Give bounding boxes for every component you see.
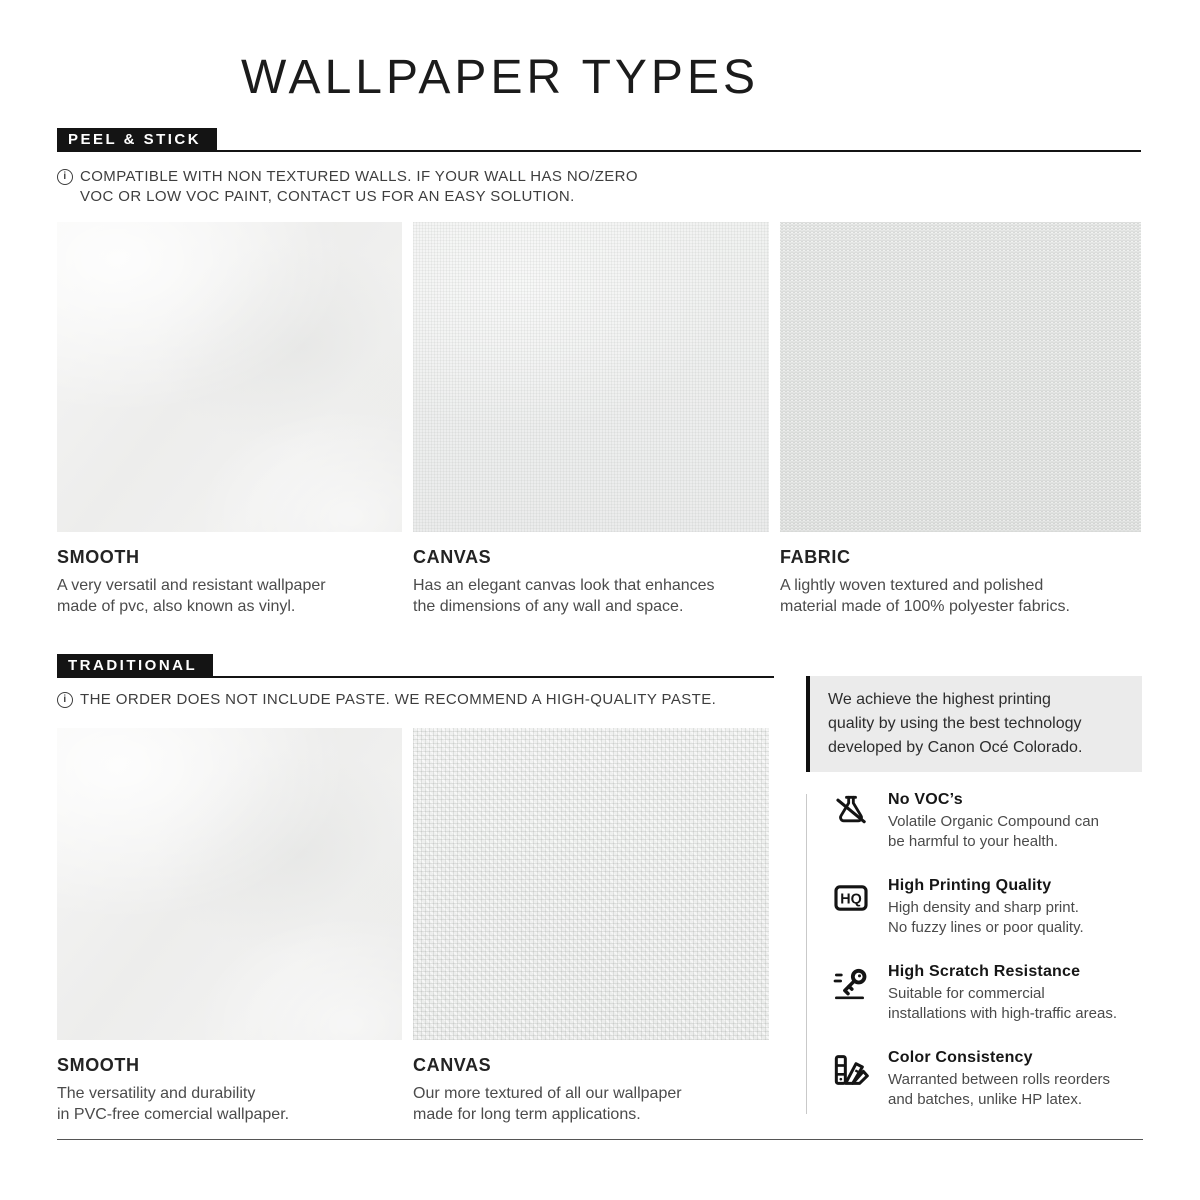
feature-title: High Scratch Resistance	[888, 963, 1081, 980]
swatch-title: SMOOTH	[57, 1055, 140, 1075]
swatch-title: CANVAS	[413, 1055, 492, 1075]
hq-letters: HQ	[840, 891, 862, 908]
info-icon: i	[57, 169, 73, 185]
swatch-smooth-peel-stick	[57, 222, 402, 617]
quote-line: quality by using the best technology	[828, 715, 1082, 732]
feature-title: High Printing Quality	[888, 877, 1052, 894]
desc-line: Our more textured of all our wallpaper	[413, 1085, 682, 1102]
feature-high-scratch-resistance	[831, 963, 1151, 1024]
swatch-canvas-traditional	[413, 728, 769, 1125]
swatch-smooth-traditional	[57, 728, 402, 1125]
feature-line: Volatile Organic Compound can	[888, 813, 1099, 830]
feature-line: High density and sharp print.	[888, 899, 1079, 916]
desc-line: made of pvc, also known as vinyl.	[57, 598, 296, 615]
feature-line: No fuzzy lines or poor quality.	[888, 919, 1084, 936]
page-title: WALLPAPER TYPES	[241, 51, 759, 104]
smooth-texture-image	[57, 222, 402, 532]
feature-line: installations with high-traffic areas.	[888, 1005, 1117, 1022]
feature-description	[888, 812, 1099, 852]
swatch-description	[413, 1083, 769, 1125]
canvas-texture-image	[413, 728, 769, 1040]
section-header-peel-stick	[57, 128, 1141, 152]
note-line: VOC OR LOW VOC PAINT, CONTACT US FOR AN EASY SOLUTION.	[80, 188, 575, 205]
feature-line: Warranted between rolls reorders	[888, 1071, 1111, 1088]
feature-description	[888, 898, 1084, 938]
bottom-divider-line	[57, 1139, 1143, 1140]
feature-color-consistency	[831, 1049, 1151, 1110]
feature-line: and batches, unlike HP latex.	[888, 1091, 1083, 1108]
feature-text-block	[888, 963, 1117, 1024]
feature-title: Color Consistency	[888, 1049, 1033, 1066]
peel-stick-note	[57, 167, 697, 207]
note-line: COMPATIBLE WITH NON TEXTURED WALLS. IF YOUR WALL HAS NO/ZERO	[80, 168, 638, 185]
swatch-description	[780, 575, 1141, 617]
printing-quality-quote	[806, 676, 1142, 772]
feature-high-printing-quality	[831, 877, 1151, 938]
traditional-note	[57, 690, 777, 710]
section-badge-peel-stick: PEEL & STICK	[57, 128, 217, 152]
feature-no-voc	[831, 791, 1151, 852]
feature-line: Suitable for commercial	[888, 985, 1045, 1002]
color-swatches-icon	[831, 1050, 871, 1090]
desc-line: A lightly woven textured and polished	[780, 577, 1044, 594]
feature-text-block	[888, 791, 1099, 852]
swatch-title: SMOOTH	[57, 547, 140, 567]
feature-text-block	[888, 1049, 1110, 1110]
traditional-swatch-row	[57, 728, 769, 1125]
desc-line: made for long term applications.	[413, 1106, 641, 1123]
no-voc-flask-icon	[831, 792, 871, 832]
desc-line: in PVC-free comercial wallpaper.	[57, 1106, 290, 1123]
desc-line: The versatility and durability	[57, 1085, 256, 1102]
quote-line: developed by Canon Océ Colorado.	[828, 739, 1083, 756]
quote-line: We achieve the highest printing	[828, 691, 1051, 708]
features-list	[831, 791, 1151, 1135]
features-separator-line	[806, 794, 807, 1114]
swatch-title: FABRIC	[780, 547, 851, 567]
smooth-texture-image	[57, 728, 402, 1040]
swatch-description	[57, 1083, 402, 1125]
feature-title: No VOC’s	[888, 791, 963, 808]
feature-description	[888, 1070, 1110, 1110]
canvas-texture-image	[413, 222, 769, 532]
info-icon: i	[57, 692, 73, 708]
desc-line: Has an elegant canvas look that enhances	[413, 577, 715, 594]
feature-line: be harmful to your health.	[888, 833, 1059, 850]
swatch-title: CANVAS	[413, 547, 492, 567]
section-header-traditional	[57, 654, 774, 678]
fabric-texture-image	[780, 222, 1141, 532]
scratch-key-icon	[831, 964, 871, 1004]
section-rule	[57, 150, 1141, 152]
desc-line: A very versatil and resistant wallpaper	[57, 577, 326, 594]
peel-stick-note-text	[80, 167, 638, 207]
hq-badge-icon	[831, 878, 871, 918]
swatch-description	[413, 575, 769, 617]
section-badge-traditional: TRADITIONAL	[57, 654, 213, 678]
feature-description	[888, 984, 1117, 1024]
desc-line: the dimensions of any wall and space.	[413, 598, 684, 615]
swatch-canvas-peel-stick	[413, 222, 769, 617]
swatch-fabric-peel-stick	[780, 222, 1141, 617]
desc-line: material made of 100% polyester fabrics.	[780, 598, 1070, 615]
peel-stick-swatch-row	[57, 222, 1141, 617]
traditional-note-text: THE ORDER DOES NOT INCLUDE PASTE. WE RECOMMEND A HIGH-QUALITY PASTE.	[80, 691, 717, 708]
swatch-description	[57, 575, 402, 617]
feature-text-block	[888, 877, 1084, 938]
